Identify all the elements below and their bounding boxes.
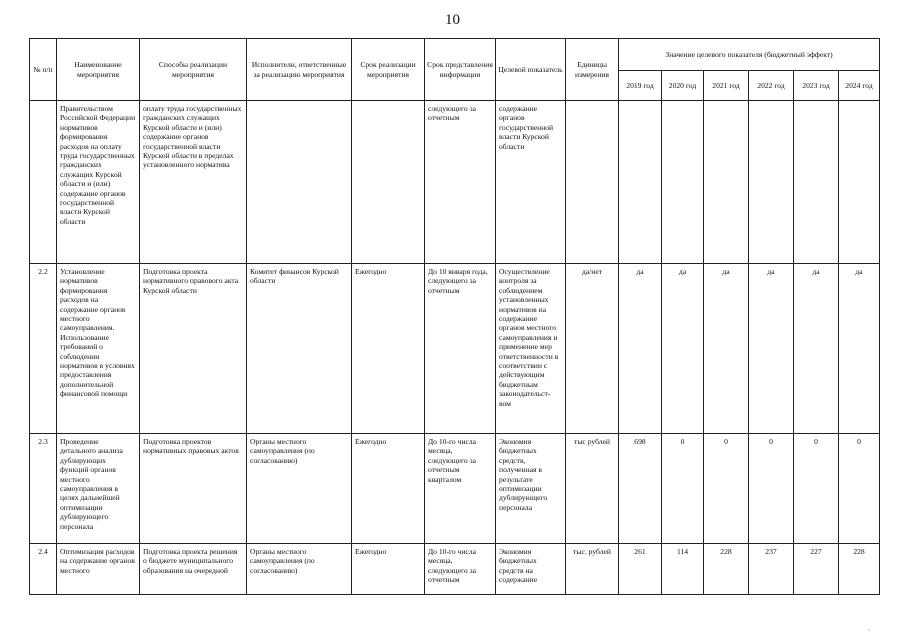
cell-target: Экономия бюджетных средств на содержание xyxy=(496,544,566,595)
header-term-info: Срок представления информации xyxy=(425,39,496,101)
cell-value: да xyxy=(619,264,662,434)
cell-value: 228 xyxy=(704,544,749,595)
header-units: Единицы измерения xyxy=(566,39,619,101)
page-number: 10 xyxy=(445,12,460,28)
cell-name: Правительством Российской Федерации нормативов формирования расходов на оплату труда государственных гражданских служащих Курской области и (или) содержание органов государственной власти Курской области xyxy=(57,101,140,264)
cell-num: 2.2 xyxy=(30,264,57,434)
cell-term-info: До 10-го числа месяца, следующего за отчетным xyxy=(425,544,496,595)
cell-value: 0 xyxy=(662,434,704,544)
cell-units: тыс. рублей xyxy=(566,544,619,595)
cell-value: 0 xyxy=(749,434,794,544)
cell-value xyxy=(839,101,880,264)
header-year: 2024 год xyxy=(839,71,880,101)
cell-num: 2.3 xyxy=(30,434,57,544)
scan-artifact-dot: . xyxy=(868,623,870,632)
cell-term-impl: Ежегодно xyxy=(352,544,425,595)
cell-target: Осуществление контроля за соблюдением установленных нормативов на содержание органов местного самоуправления и применение мер ответственности в соответствии с действующим бюджетным законодательст-вом xyxy=(496,264,566,434)
cell-units xyxy=(566,101,619,264)
cell-executors: Органы местного самоуправления (по согласованию) xyxy=(247,434,352,544)
header-name: Наименование мероприятия xyxy=(57,39,140,101)
cell-value: 698 xyxy=(619,434,662,544)
cell-term-impl: Ежегодно xyxy=(352,264,425,434)
cell-name: Оптимизация расходов на содержание органов местного xyxy=(57,544,140,595)
cell-units: да/нет xyxy=(566,264,619,434)
cell-executors xyxy=(247,101,352,264)
cell-value: 261 xyxy=(619,544,662,595)
cell-value: 0 xyxy=(794,434,839,544)
cell-value: 227 xyxy=(794,544,839,595)
cell-num: 2.4 xyxy=(30,544,57,595)
table-row xyxy=(30,544,880,595)
header-year: 2020 год xyxy=(662,71,704,101)
cell-value: 0 xyxy=(839,434,880,544)
cell-value: 114 xyxy=(662,544,704,595)
cell-term-impl: Ежегодно xyxy=(352,434,425,544)
cell-value xyxy=(794,101,839,264)
cell-term-info: следующего за отчетным xyxy=(425,101,496,264)
cell-methods: оплату труда государственных гражданских служащих Курской области и (или) содержание органов государственной власти Курской области в пределах установленного норматива xyxy=(140,101,247,264)
cell-value xyxy=(619,101,662,264)
cell-term-info: До 10 января года, следующего за отчетным xyxy=(425,264,496,434)
header-executors: Исполнители, ответственные за реализацию мероприятия xyxy=(247,39,352,101)
cell-value: 237 xyxy=(749,544,794,595)
cell-value: да xyxy=(749,264,794,434)
measures-table xyxy=(29,38,880,595)
cell-term-info: До 10-го числа месяца, следующего за отчетным кварталом xyxy=(425,434,496,544)
cell-name: Проведение детального анализа дублирующих функций органов местного самоуправления в целях дальнейшей оптимизации дублирующего персонала xyxy=(57,434,140,544)
cell-value xyxy=(662,101,704,264)
cell-target: содержание органов государственной власти Курской области xyxy=(496,101,566,264)
cell-value: да xyxy=(704,264,749,434)
cell-target: Экономия бюджетных средств, полученная в результате оптимизации дублирующего персонала xyxy=(496,434,566,544)
header-year: 2021 год xyxy=(704,71,749,101)
cell-value: да xyxy=(794,264,839,434)
cell-num xyxy=(30,101,57,264)
cell-name: Установление нормативов формирования расходов на содержание органов местного самоуправления. Использование требований о соблюдении нормативов в условиях предоставления дополнительной финансовой помощи xyxy=(57,264,140,434)
cell-term-impl xyxy=(352,101,425,264)
cell-units: тыс рублей xyxy=(566,434,619,544)
cell-methods: Подготовка проекта нормативного правового акта Курской области xyxy=(140,264,247,434)
cell-value xyxy=(704,101,749,264)
header-term-impl: Срок реализации мероприятия xyxy=(352,39,425,101)
cell-executors: Комитет финансов Курской области xyxy=(247,264,352,434)
header-methods: Способы реализации мероприятия xyxy=(140,39,247,101)
header-target: Целевой показатель xyxy=(496,39,566,101)
header-year: 2019 год xyxy=(619,71,662,101)
table-row xyxy=(30,101,880,264)
cell-value: 0 xyxy=(704,434,749,544)
cell-executors: Органы местного самоуправления (по согласованию) xyxy=(247,544,352,595)
table-row xyxy=(30,434,880,544)
cell-methods: Подготовка проекта решения о бюджете муниципального образования на очередной xyxy=(140,544,247,595)
header-value-group: Значение целевого показателя (бюджетный эффект) xyxy=(619,39,880,71)
header-year: 2022 год xyxy=(749,71,794,101)
cell-value: да xyxy=(662,264,704,434)
cell-value: 228 xyxy=(839,544,880,595)
header-num: № п/п xyxy=(30,39,57,101)
cell-methods: Подготовка проектов нормативных правовых актов xyxy=(140,434,247,544)
table-row xyxy=(30,264,880,434)
cell-value xyxy=(749,101,794,264)
cell-value: да xyxy=(839,264,880,434)
header-year: 2023 год xyxy=(794,71,839,101)
